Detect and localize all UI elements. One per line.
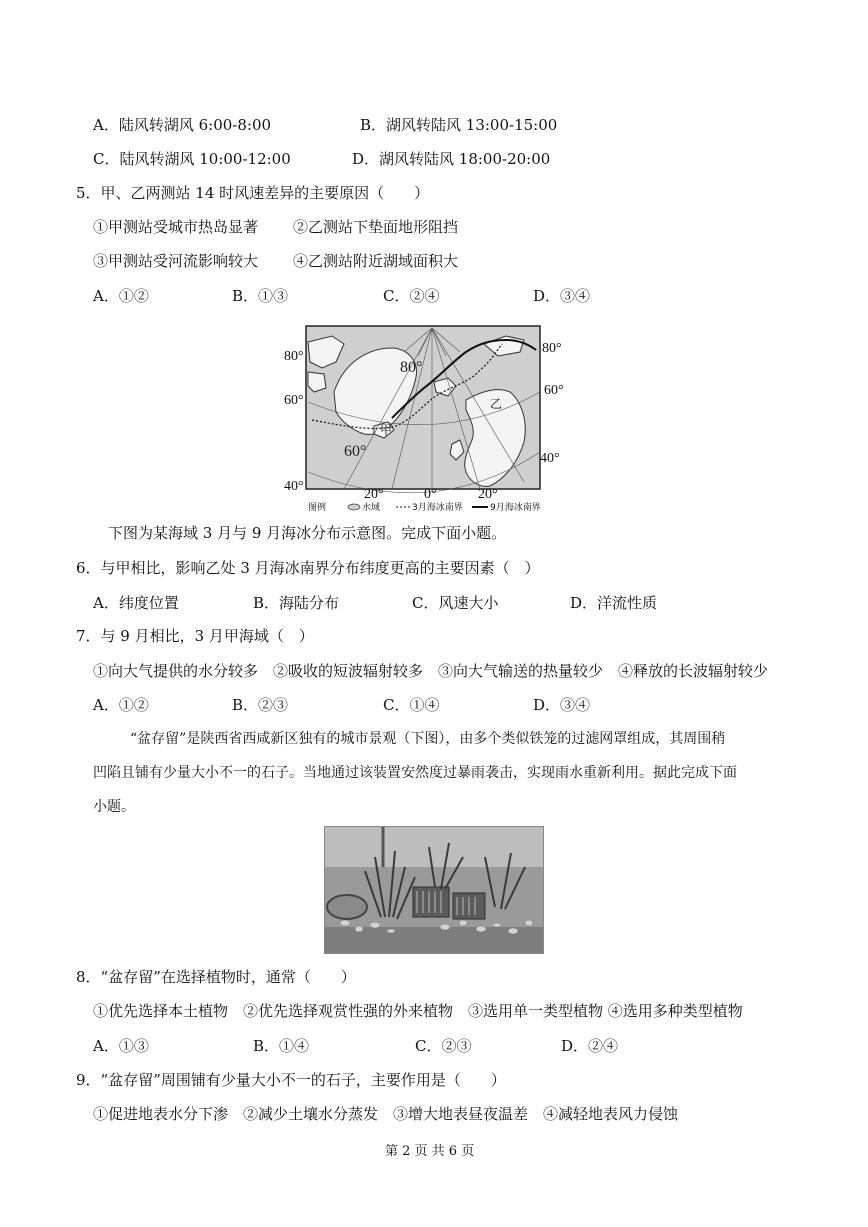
legend-sept: 9月海冰南界 bbox=[490, 503, 541, 512]
contour-label-80: 80° bbox=[400, 359, 423, 376]
q5-option-b: B．①③ bbox=[232, 287, 289, 305]
lat-left-80: 80° bbox=[284, 349, 304, 364]
q4-option-c: C．陆风转湖风 10:00-12:00 bbox=[93, 150, 291, 168]
lon-20e: 20° bbox=[478, 487, 498, 502]
mark-yi: 乙 bbox=[490, 397, 503, 411]
q8-option-c: C．②③ bbox=[415, 1037, 472, 1055]
q4-option-d: D．湖风转陆风 18:00-20:00 bbox=[352, 150, 551, 168]
q7-option-a: A．①② bbox=[93, 696, 149, 714]
q8-stem: 8．“盆存留”在选择植物时，通常（ ） bbox=[76, 968, 356, 986]
passage-line-1: “盆存留”是陕西省西咸新区独有的城市景观（下图），由多个类似铁笼的过滤网罩组成，其周围稍 bbox=[130, 731, 726, 747]
q6-option-b: B．海陆分布 bbox=[253, 594, 340, 612]
q5-statement-4: ④乙测站附近湖域面积大 bbox=[293, 252, 459, 270]
q5-option-a: A．①② bbox=[93, 287, 149, 305]
map-legend bbox=[308, 501, 541, 512]
sea-ice-map bbox=[284, 322, 564, 512]
lon-0: 0° bbox=[424, 487, 437, 502]
q7-option-d: D．③④ bbox=[533, 696, 591, 714]
q5-option-d: D．③④ bbox=[533, 287, 591, 305]
lat-left-40: 40° bbox=[284, 479, 304, 494]
landmass-labrador bbox=[308, 372, 326, 392]
sea-ice-map-svg bbox=[284, 322, 564, 512]
lon-20w: 20° bbox=[364, 487, 384, 502]
q7-option-b: B．②③ bbox=[232, 696, 289, 714]
q7-stem: 7．与 9 月相比，3 月甲海域（ ） bbox=[76, 627, 314, 645]
q8-option-d: D．②④ bbox=[561, 1037, 619, 1055]
lat-right-80: 80° bbox=[542, 341, 562, 356]
q7-statements: ①向大气提供的水分较多 ②吸收的短波辐射较多 ③向大气输送的热量较少 ④释放的长波辐射较少 bbox=[93, 662, 769, 680]
q5-option-c: C．②④ bbox=[383, 287, 440, 305]
q8-option-b: B．①④ bbox=[253, 1037, 310, 1055]
intro-map: 下图为某海域 3 月与 9 月海冰分布示意图。完成下面小题。 bbox=[108, 524, 507, 542]
q6-option-c: C．风速大小 bbox=[412, 594, 499, 612]
legend-water-swatch bbox=[348, 504, 360, 510]
q5-statement-3: ③甲测站受河流影响较大 bbox=[93, 252, 259, 270]
lat-right-60: 60° bbox=[544, 383, 564, 398]
lat-right-40: 40° bbox=[540, 451, 560, 466]
legend-march: 3月海冰南界 bbox=[412, 503, 463, 512]
basin-retention-photo bbox=[324, 826, 544, 954]
photo-svg bbox=[325, 827, 543, 953]
q5-stem: 5．甲、乙两测站 14 时风速差异的主要原因（ ） bbox=[76, 184, 430, 202]
q4-option-b: B．湖风转陆风 13:00-15:00 bbox=[360, 116, 558, 134]
q5-statement-2: ②乙测站下垫面地形阻挡 bbox=[293, 218, 459, 236]
q5-statement-1: ①甲测站受城市热岛显著 bbox=[93, 218, 259, 236]
q8-option-a: A．①③ bbox=[93, 1037, 149, 1055]
mark-jia: 甲 bbox=[380, 423, 393, 437]
page-footer: 第 2 页 共 6 页 bbox=[385, 1144, 475, 1159]
q9-stem: 9．“盆存留”周围铺有少量大小不一的石子，主要作用是（ ） bbox=[76, 1071, 506, 1089]
legend-title: 图例 bbox=[308, 503, 327, 512]
passage-line-3: 小题。 bbox=[93, 799, 135, 815]
contour-label-60: 60° bbox=[344, 443, 367, 460]
lat-left-60: 60° bbox=[284, 393, 304, 408]
q9-statements: ①促进地表水分下渗 ②减少土壤水分蒸发 ③增大地表昼夜温差 ④减轻地表风力侵蚀 bbox=[93, 1105, 679, 1123]
q6-option-a: A．纬度位置 bbox=[93, 594, 179, 612]
q6-option-d: D．洋流性质 bbox=[570, 594, 658, 612]
passage-line-2: 凹陷且铺有少量大小不一的石子。当地通过该装置安然度过暴雨袭击，实现雨水重新利用。据此完成下面 bbox=[93, 765, 737, 781]
q4-option-a: A．陆风转湖风 6:00-8:00 bbox=[93, 116, 272, 134]
legend-water: 水域 bbox=[362, 503, 381, 512]
q8-statements: ①优先选择本土植物 ②优先选择观赏性强的外来植物 ③选用单一类型植物 ④选用多种类型植物 bbox=[93, 1002, 743, 1020]
q6-stem: 6．与甲相比，影响乙处 3 月海冰南界分布纬度更高的主要因素（ ） bbox=[76, 559, 540, 577]
q7-option-c: C．①④ bbox=[383, 696, 440, 714]
